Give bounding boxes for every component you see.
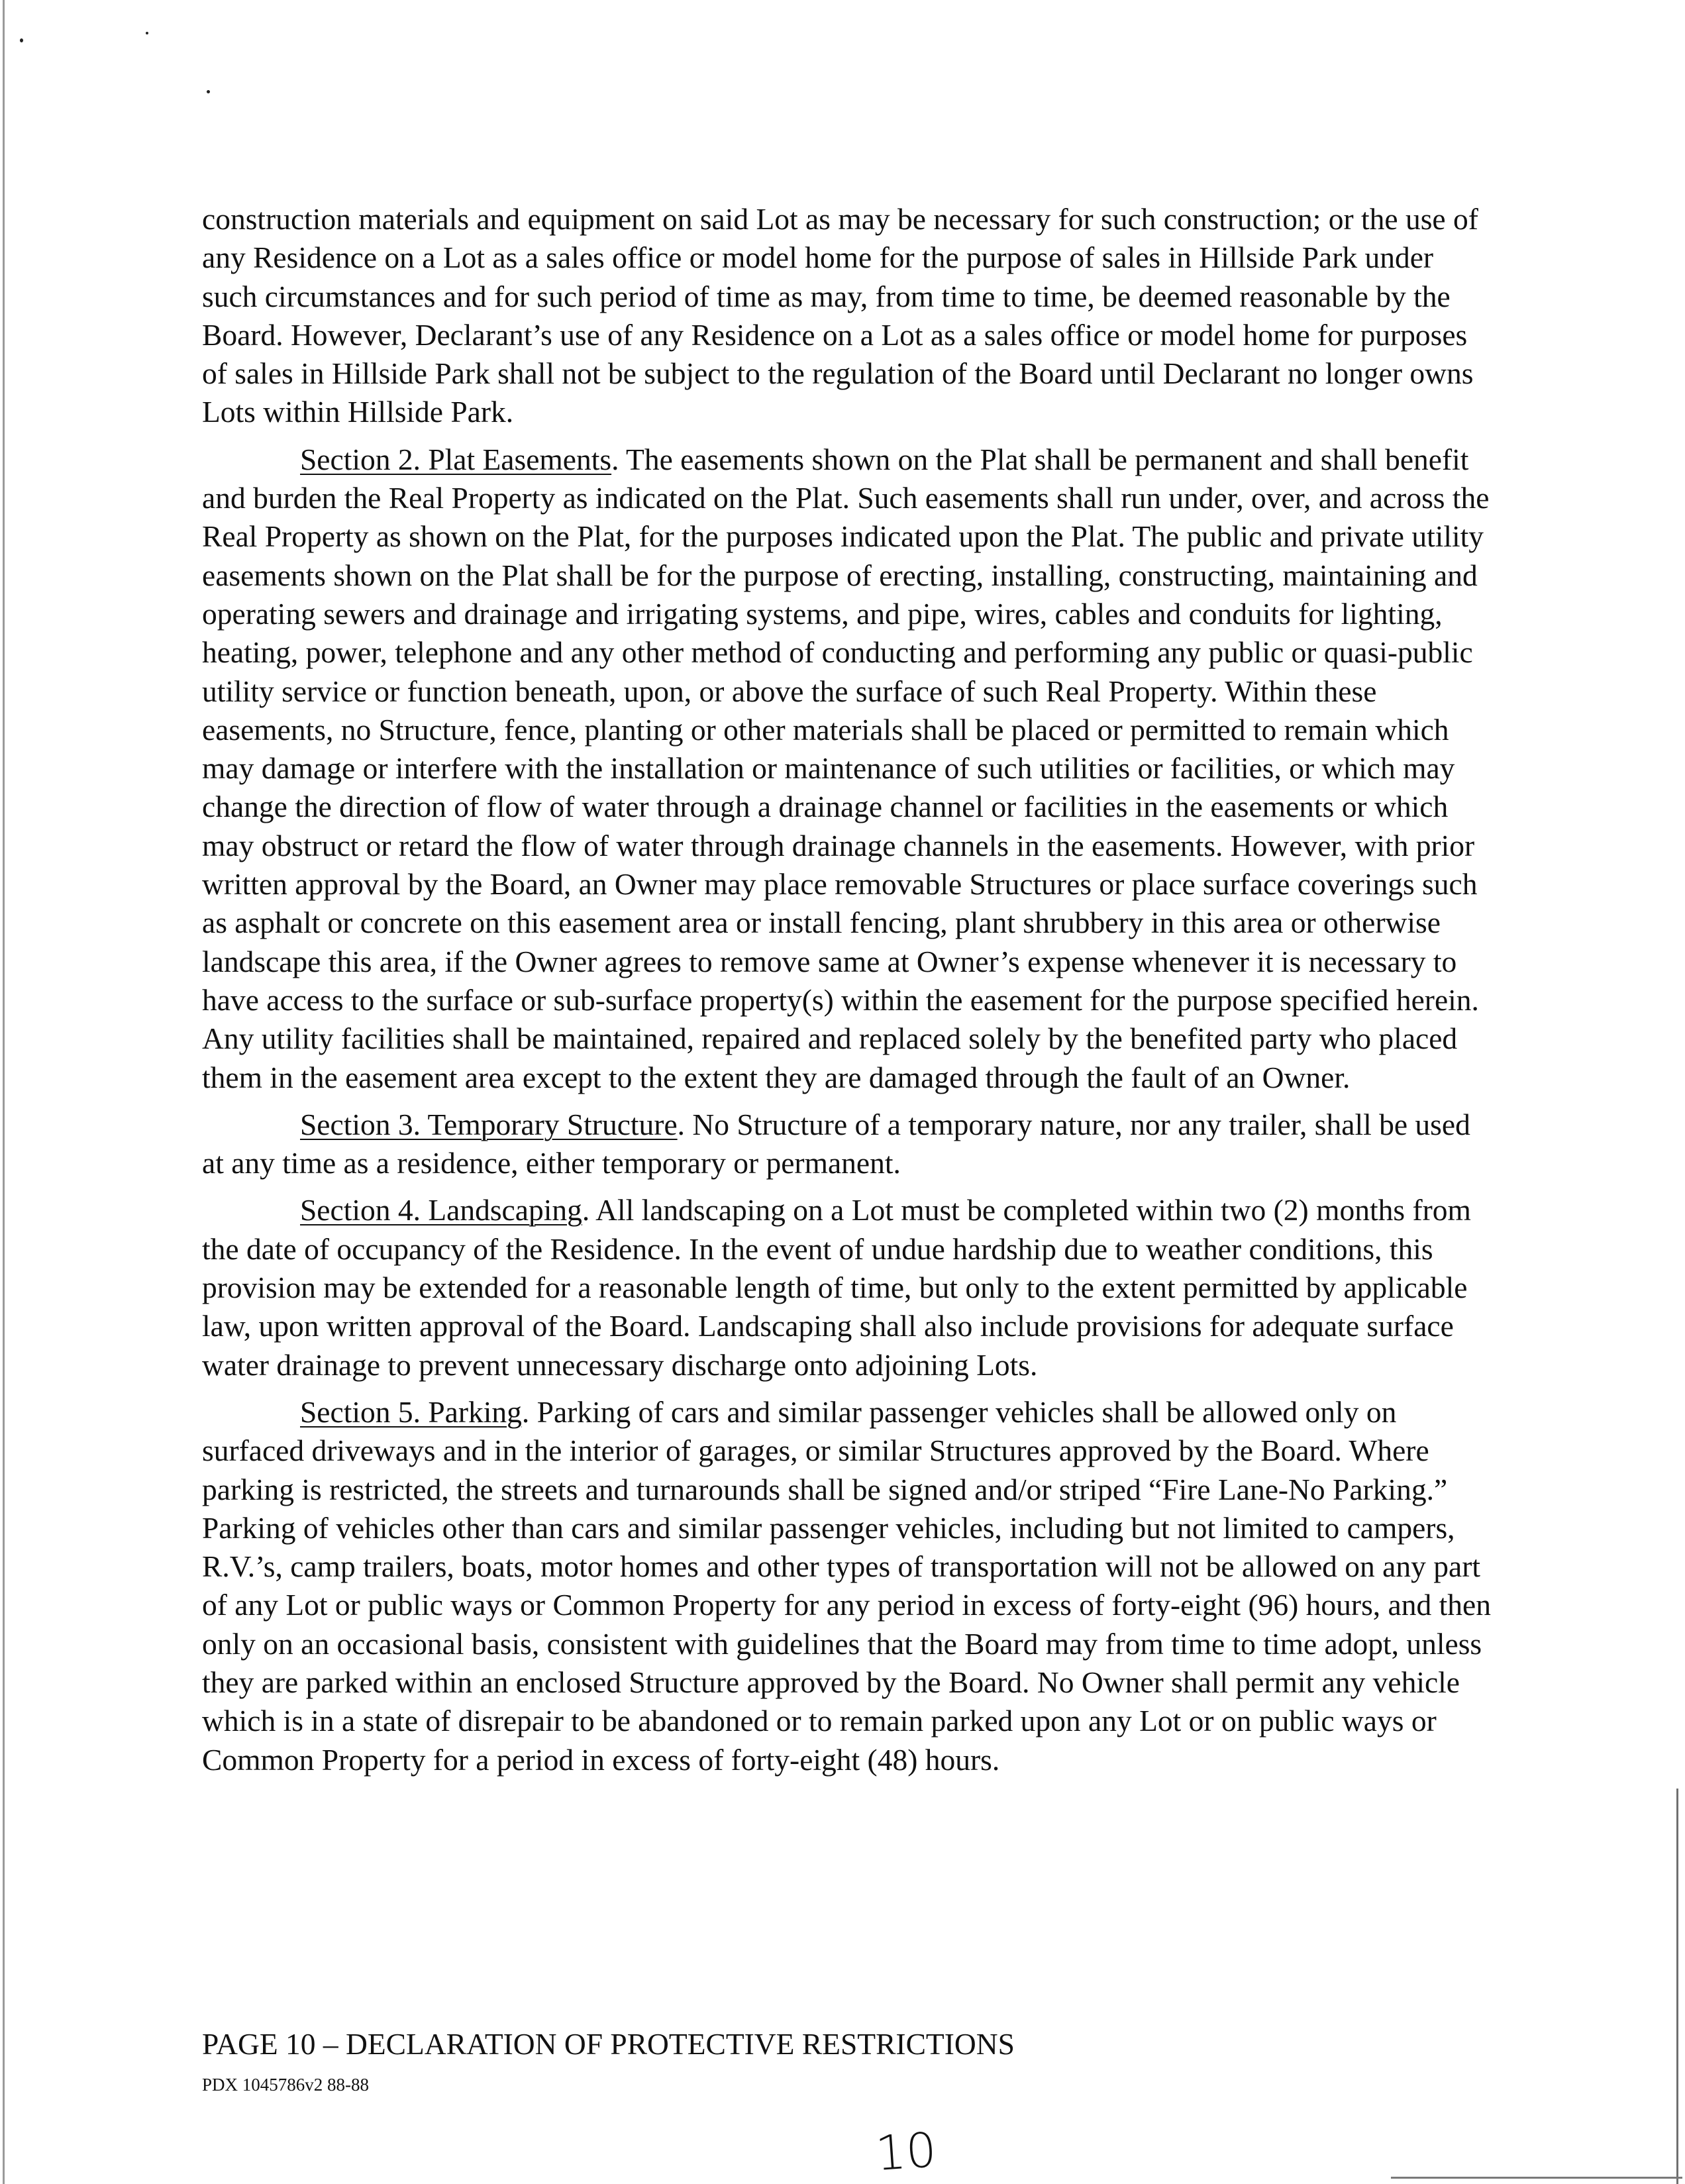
section-5-parking [202, 1393, 1494, 1779]
section-heading: Section 2. Plat Easements [300, 442, 612, 476]
section-heading: Section 5. Parking [300, 1394, 522, 1429]
scan-edge-right [1676, 1789, 1678, 2184]
document-body [202, 200, 1494, 1788]
paragraph-text: . No Structure of a temporary nature, nor any trailer, shall be used at any time as a residence, either temporary or permanent. [202, 1107, 1470, 1180]
section-2-plat-easements [202, 441, 1494, 1097]
scan-edge-bottom [1391, 2177, 1682, 2179]
section-4-landscaping [202, 1191, 1494, 1384]
handwritten-page-number: 10 [874, 2121, 939, 2182]
paragraph-continuation [202, 200, 1494, 432]
scan-edge-left [3, 0, 5, 2184]
scan-speck [146, 32, 148, 34]
section-heading: Section 4. Landscaping [300, 1193, 582, 1227]
paragraph-text: . Parking of cars and similar passenger vehicles shall be allowed only on surfaced driveways and in the interior of garages, or similar Structures approved by the Board. Where parking is restricted, the streets and turnarounds shall be signed and/or striped “Fire Lane-No Parking.” Parking of vehicles other than cars and similar passenger vehicles, including but not limited to campers, R.V.’s, camp trailers, boats, motor homes and other types of transportation will not be allowed on any part of any Lot or public ways or Common Property for any period in excess of forty-eight (96) hours, and then only on an occasional basis, consistent with guidelines that the Board may from time to time adopt, unless they are parked within an enclosed Structure approved by the Board. No Owner shall permit any vehicle which is in a state of disrepair to be abandoned or to remain parked upon any Lot or on public ways or Common Property for a period in excess of forty-eight (48) hours. [202, 1394, 1491, 1777]
scan-speck [207, 90, 210, 93]
paragraph-text: construction materials and equipment on said Lot as may be necessary for such construction; or the use of any Residence on a Lot as a sales office or model home for the purpose of sales in Hillside Park under such circumstances and for such period of time as may, from time to time, be deemed reasonable by the Board. However, Declarant’s use of any Residence on a Lot as a sales office or model home for purposes of sales in Hillside Park shall not be subject to the regulation of the Board until Declarant no longer owns Lots within Hillside Park. [202, 202, 1478, 429]
footer-document-code: PDX 1045786v2 88-88 [202, 2075, 370, 2095]
paragraph-text: . The easements shown on the Plat shall be permanent and shall benefit and burden the Real Property as indicated on the Plat. Such easements shall run under, over, and across the Real Property as shown on the Plat, for the purposes indicated upon the Plat. The public and private utility easements shown on the Plat shall be for the purpose of erecting, installing, constructing, maintaining and operating sewers and drainage and irrigating systems, and pipe, wires, cables and conduits for lighting, heating, power, telephone and any other method of conducting and performing any public or quasi-public utility service or function beneath, upon, or above the surface of such Real Property. Within these easements, no Structure, fence, planting or other materials shall be placed or permitted to remain which may damage or interfere with the installation or maintenance of such utilities or facilities, or which may change the direction of flow of water through a drainage channel or facilities in the easements or which may obstruct or retard the flow of water through drainage channels in the easements. However, with prior written approval by the Board, an Owner may place removable Structures or place surface coverings such as asphalt or concrete on this easement area or install fencing, plant shrubbery in this area or otherwise landscape this area, if the Owner agrees to remove same at Owner’s expense whenever it is necessary to have access to the surface or sub-surface property(s) within the easement for the purpose specified herein. Any utility facilities shall be maintained, repaired and replaced solely by the benefited party who placed them in the easement area except to the extent they are damaged through the fault of an Owner. [202, 442, 1490, 1094]
footer-title: PAGE 10 – DECLARATION OF PROTECTIVE RESTRICTIONS [202, 2027, 1015, 2061]
section-heading: Section 3. Temporary Structure [300, 1107, 678, 1141]
paragraph-text: . All landscaping on a Lot must be completed within two (2) months from the date of occupancy of the Residence. In the event of undue hardship due to weather conditions, this provision may be extended for a reasonable length of time, but only to the extent permitted by applicable law, upon written approval of the Board. Landscaping shall also include provisions for adequate surface water drainage to prevent unnecessary discharge onto adjoining Lots. [202, 1193, 1471, 1382]
section-3-temporary-structure [202, 1106, 1494, 1183]
scan-speck [20, 38, 23, 42]
